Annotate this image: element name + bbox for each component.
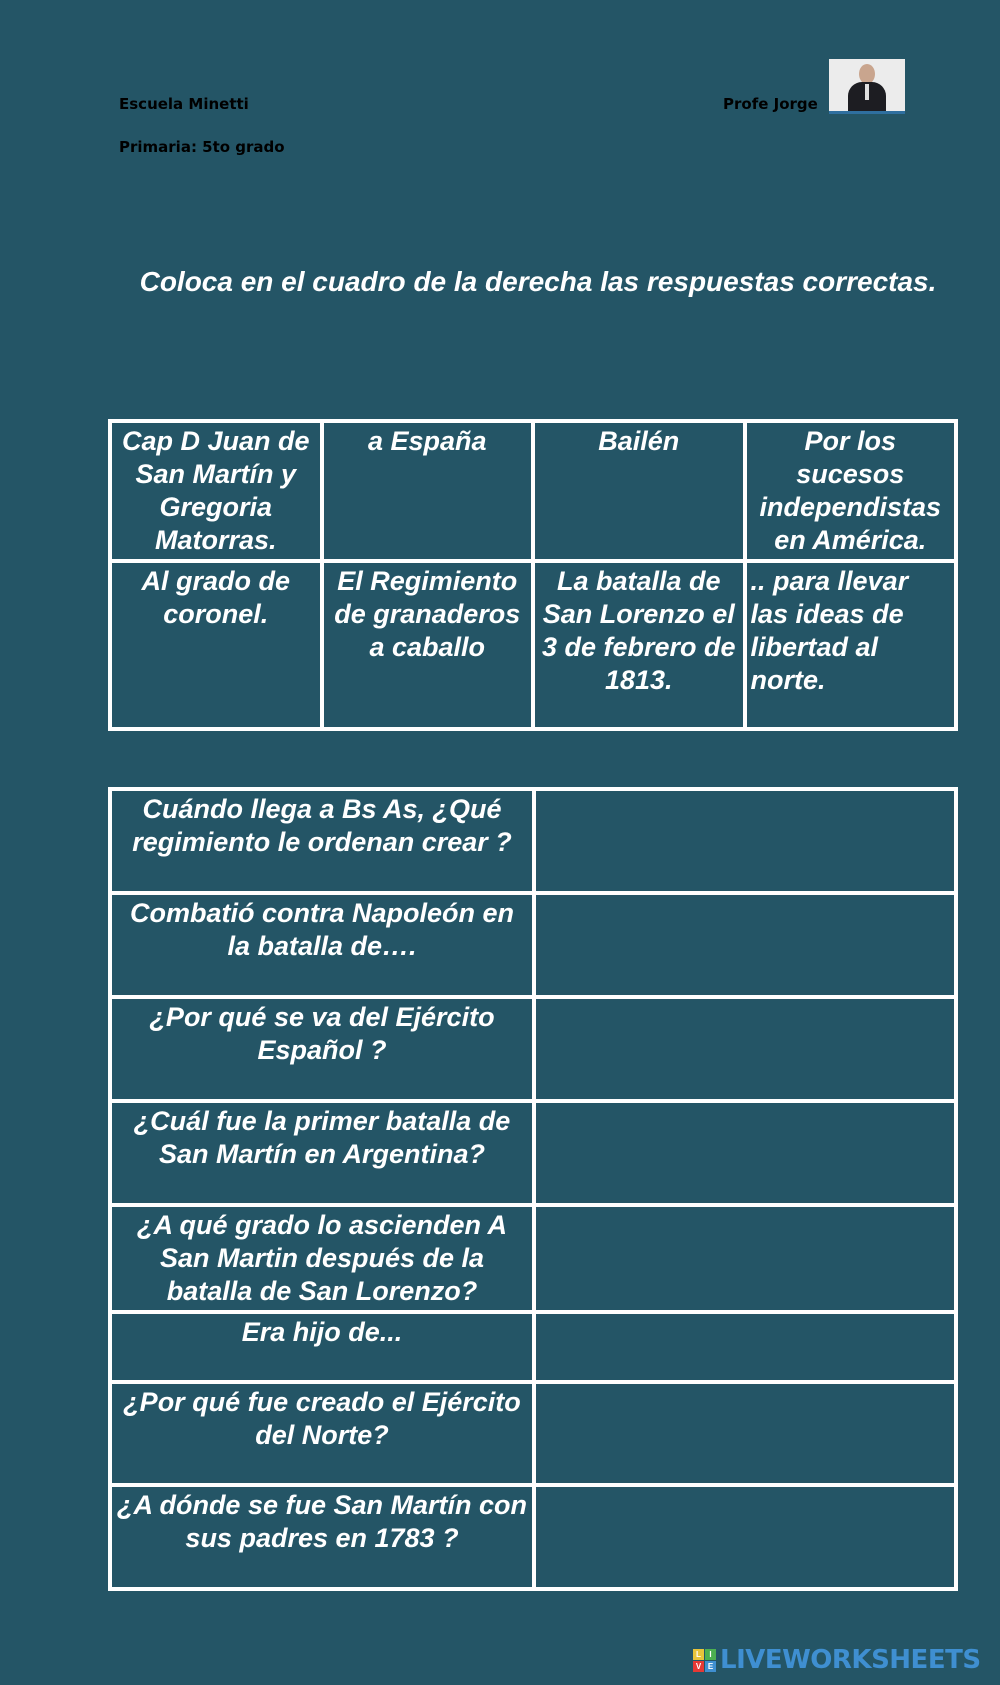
question-row <box>110 789 956 893</box>
teacher-name: Profe Jorge <box>723 95 818 113</box>
answer-bank-table <box>108 419 958 731</box>
answer-card[interactable]: Al grado de coronel. <box>110 561 322 729</box>
answer-drop-zone[interactable] <box>534 1205 956 1312</box>
answer-drop-zone[interactable] <box>534 1485 956 1589</box>
question-row <box>110 1205 956 1312</box>
teacher-photo <box>829 59 905 114</box>
school-name: Escuela Minetti <box>119 95 249 113</box>
answer-drop-zone[interactable] <box>534 997 956 1101</box>
answer-drop-zone[interactable] <box>534 1101 956 1205</box>
question-cell: ¿Por qué se va del Ejército Español ? <box>110 997 534 1101</box>
answer-card[interactable]: Bailén <box>533 421 745 561</box>
question-cell: Cuándo llega a Bs As, ¿Qué regimiento le ordenan crear ? <box>110 789 534 893</box>
question-cell: Era hijo de... <box>110 1312 534 1382</box>
question-cell: ¿Por qué fue creado el Ejército del Norte? <box>110 1382 534 1485</box>
answer-card[interactable]: El Regimiento de granaderos a caballo <box>322 561 534 729</box>
question-row <box>110 1382 956 1485</box>
photo-tie <box>865 84 869 100</box>
question-row <box>110 997 956 1101</box>
question-table <box>108 787 958 1591</box>
answer-card[interactable]: Cap D Juan de San Martín y Gregoria Matorras. <box>110 421 322 561</box>
question-row <box>110 1312 956 1382</box>
grade-label: Primaria: 5to grado <box>119 138 285 156</box>
question-cell: Combatió contra Napoleón en la batalla de…. <box>110 893 534 997</box>
question-row <box>110 893 956 997</box>
answer-drop-zone[interactable] <box>534 1312 956 1382</box>
answer-row <box>110 561 956 729</box>
answer-card[interactable]: .. para llevar las ideas de libertad al norte. <box>745 561 957 729</box>
answer-row <box>110 421 956 561</box>
question-row <box>110 1485 956 1589</box>
question-row <box>110 1101 956 1205</box>
answer-drop-zone[interactable] <box>534 1382 956 1485</box>
question-cell: ¿Cuál fue la primer batalla de San Martín en Argentina? <box>110 1101 534 1205</box>
photo-head <box>859 64 875 84</box>
liveworksheets-logo <box>693 1643 993 1677</box>
answer-card[interactable]: a España <box>322 421 534 561</box>
answer-drop-zone[interactable] <box>534 893 956 997</box>
question-cell: ¿A dónde se fue San Martín con sus padres en 1783 ? <box>110 1485 534 1589</box>
answer-card[interactable]: La batalla de San Lorenzo el 3 de febrero de 1813. <box>533 561 745 729</box>
logo-text: LIVEWORKSHEETS <box>720 1645 981 1675</box>
answer-drop-zone[interactable] <box>534 789 956 893</box>
question-cell: ¿A qué grado lo ascienden A San Martin después de la batalla de San Lorenzo? <box>110 1205 534 1312</box>
answer-card[interactable]: Por los sucesos independistas en América. <box>745 421 957 561</box>
instruction-text: Coloca en el cuadro de la derecha las respuestas correctas. <box>139 266 937 297</box>
logo-mark-icon: L I V E <box>693 1649 716 1672</box>
